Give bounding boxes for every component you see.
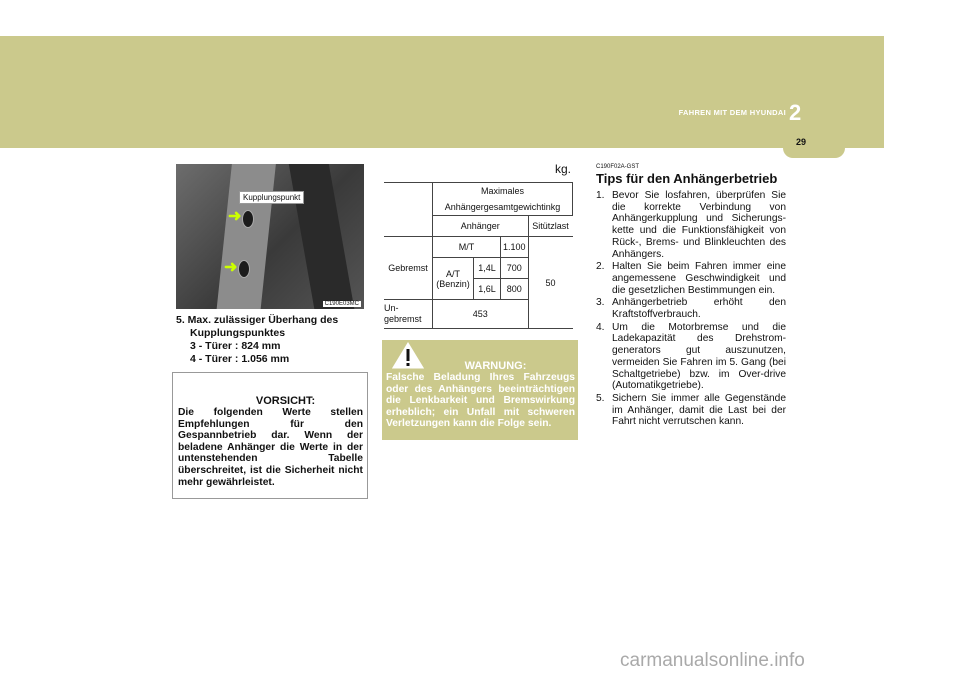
list-item <box>596 261 786 296</box>
table-mt-value: 1.100 <box>501 237 529 258</box>
tips-code: C190F02A-GST <box>596 164 640 170</box>
list-item-text: Bevor Sie losfahren, überprüfen Sie die korrekte Verbindung von Anhängerkupplung und Sicherungs-kette und die Funktionsfähigkeit von Rück-, Brems- und Blinkleuchten des Anhängers. <box>612 190 786 260</box>
trailer-weight-table <box>384 182 573 329</box>
warning-triangle-icon <box>390 340 426 370</box>
caution-title: VORSICHT: <box>255 395 316 407</box>
table-at: A/T (Benzin) <box>433 258 474 300</box>
watermark: carmanualsonline.info <box>620 650 805 671</box>
overhang-3door: 3 - Türer : 824 mm <box>190 340 281 352</box>
table-row-unbraked: Un-gebremst <box>384 300 433 329</box>
warning-body: Falsche Beladung Ihres Fahrzeugs oder des Anhängers beeinträchtigen die Lenkbarkeit und Bremswirkung erheblich; ein Unfall mit schweren Verletzungen kann die Folge sein. <box>386 372 575 430</box>
coupling-point-photo <box>176 164 364 309</box>
warning-box <box>382 340 578 440</box>
list-item <box>596 297 786 320</box>
photo-code: C190E03MC <box>324 301 359 307</box>
table-support-value: 50 <box>528 237 573 329</box>
list-item-text: Anhängerbetrieb erhöht den Kraftstoffverbrauch. <box>612 297 786 321</box>
list-item <box>596 322 786 392</box>
caution-body: Die folgenden Werte stellen Empfehlungen für den Gespannbetrieb dar. Wenn der beladene Anhänger die Werte in der untenstehenden Tabelle überschreitet, ist die Sicherheit nicht mehr gewährleistet. <box>178 407 363 488</box>
list-item-number: 1. <box>596 190 605 201</box>
table-empty-cell <box>384 183 433 237</box>
overhang-title-2: Kupplungspunktes <box>190 327 286 339</box>
arrow-right-icon: ➜ <box>224 259 238 276</box>
header-band <box>0 36 884 148</box>
tips-title: Tips für den Anhängerbetrieb <box>596 171 778 186</box>
list-item-number: 5. <box>596 392 605 404</box>
photo-beam <box>215 164 277 309</box>
photo-hole <box>242 210 254 228</box>
table-row-braked: Gebremst <box>384 237 433 300</box>
overhang-title: 5. Max. zulässiger Überhang des <box>176 314 339 326</box>
warning-title: WARNUNG: <box>464 360 527 372</box>
table-header-main: Maximales Anhängergesamtgewichtinkg <box>433 183 573 216</box>
list-item-number: 4. <box>596 321 605 333</box>
section-title: FAHREN MIT DEM HYUNDAI <box>678 108 786 117</box>
section-number: 2 <box>789 100 802 125</box>
table-header-support: Sitützlast <box>528 216 573 237</box>
overhang-4door: 4 - Türer : 1.056 mm <box>190 353 290 365</box>
tips-list <box>596 190 786 429</box>
list-item-text: Halten Sie beim Fahren immer eine angemessene Geschwindigkeit und die gesetzlichen Bestimmungen ein. <box>612 261 786 296</box>
table-engine-14: 1,4L <box>474 258 501 279</box>
photo-hole <box>238 260 250 278</box>
overhang-item <box>176 314 364 366</box>
list-item-number: 2. <box>596 261 605 273</box>
list-item-text: Um die Motorbremse und die Ladekapazität des Drehstrom-generators gut auszunutzen, vermeiden Sie Fahren im 5. Gang (bei Schaltgetriebe) bzw. im Over-drive (Automatikgetriebe). <box>612 321 786 392</box>
table-header-trailer: Anhänger <box>433 216 529 237</box>
table-value-14: 700 <box>501 258 529 279</box>
table-value-16: 800 <box>501 279 529 300</box>
table-unbraked-value: 453 <box>433 300 529 329</box>
list-item-number: 3. <box>596 297 605 309</box>
table-engine-16: 1,6L <box>474 279 501 300</box>
list-item-text: Sichern Sie immer alle Gegenstände im Anhänger, damit die Last bei der Fahrt nicht verrutschen kann. <box>612 392 786 428</box>
table-mt: M/T <box>433 237 501 258</box>
list-item <box>596 393 786 428</box>
photo-label: Kupplungspunkt <box>239 191 304 204</box>
table-unit: kg. <box>555 162 572 176</box>
caution-box <box>172 372 368 499</box>
list-item <box>596 190 786 260</box>
page-number: 29 <box>795 137 806 147</box>
arrow-right-icon: ➜ <box>228 208 242 225</box>
photo-beam-dark <box>288 164 356 309</box>
